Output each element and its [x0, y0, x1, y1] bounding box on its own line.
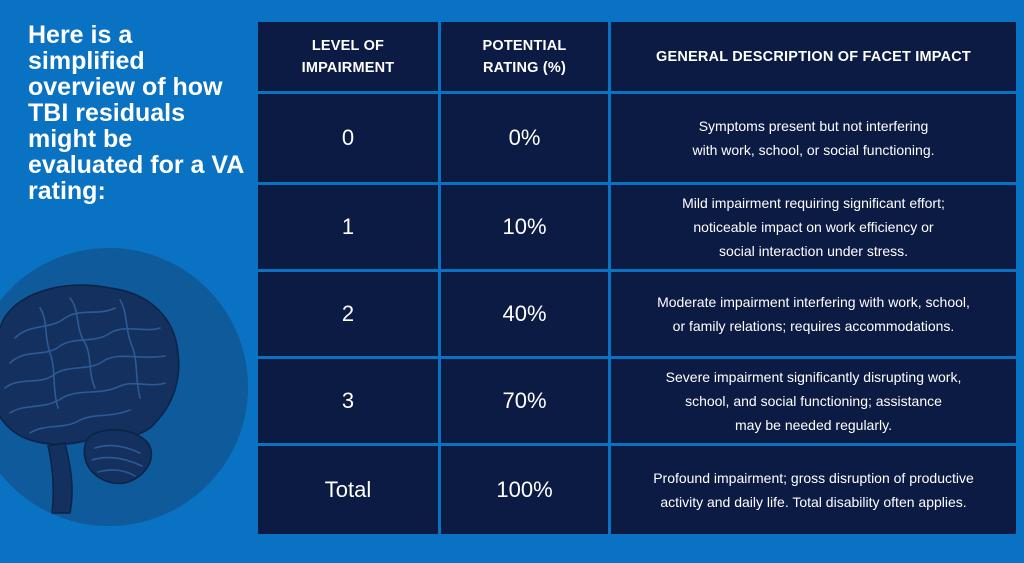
row-0-rating: 0%	[441, 94, 608, 182]
row-2-level: 2	[258, 272, 438, 356]
row-2-description: Moderate impairment interfering with work, school, or family relations; requires accommodations.	[611, 272, 1016, 356]
header-level	[258, 22, 438, 91]
row-1-rating: 10%	[441, 185, 608, 269]
brain-illustration-icon	[0, 248, 248, 526]
brain-circle	[0, 248, 248, 526]
row-0-description: Symptoms present but not interfering with work, school, or social functioning.	[611, 94, 1016, 182]
header-description	[611, 22, 1016, 91]
row-3-level: 3	[258, 359, 438, 443]
row-1-level: 1	[258, 185, 438, 269]
header-rating-label: POTENTIAL RATING (%)	[482, 37, 567, 76]
row-total-description: Profound impairment; gross disruption of productive activity and daily life. Total disability often applies.	[611, 446, 1016, 534]
row-0-level: 0	[258, 94, 438, 182]
row-total-level: Total	[258, 446, 438, 534]
headline: Here is a simplified overview of how TBI residuals might be evaluated for a VA rating:	[28, 21, 244, 205]
header-rating	[441, 22, 608, 91]
row-3-description: Severe impairment significantly disrupting work, school, and social functioning; assistance may be needed regularly.	[611, 359, 1016, 443]
row-2-rating: 40%	[441, 272, 608, 356]
row-1-description: Mild impairment requiring significant effort; noticeable impact on work efficiency or social interaction under stress.	[611, 185, 1016, 269]
impairment-rating-table	[258, 22, 1016, 539]
header-level-label: LEVEL OF IMPAIRMENT	[301, 37, 395, 76]
header-description-label: GENERAL DESCRIPTION OF FACET IMPACT	[655, 48, 971, 65]
row-3-rating: 70%	[441, 359, 608, 443]
row-total-rating: 100%	[441, 446, 608, 534]
